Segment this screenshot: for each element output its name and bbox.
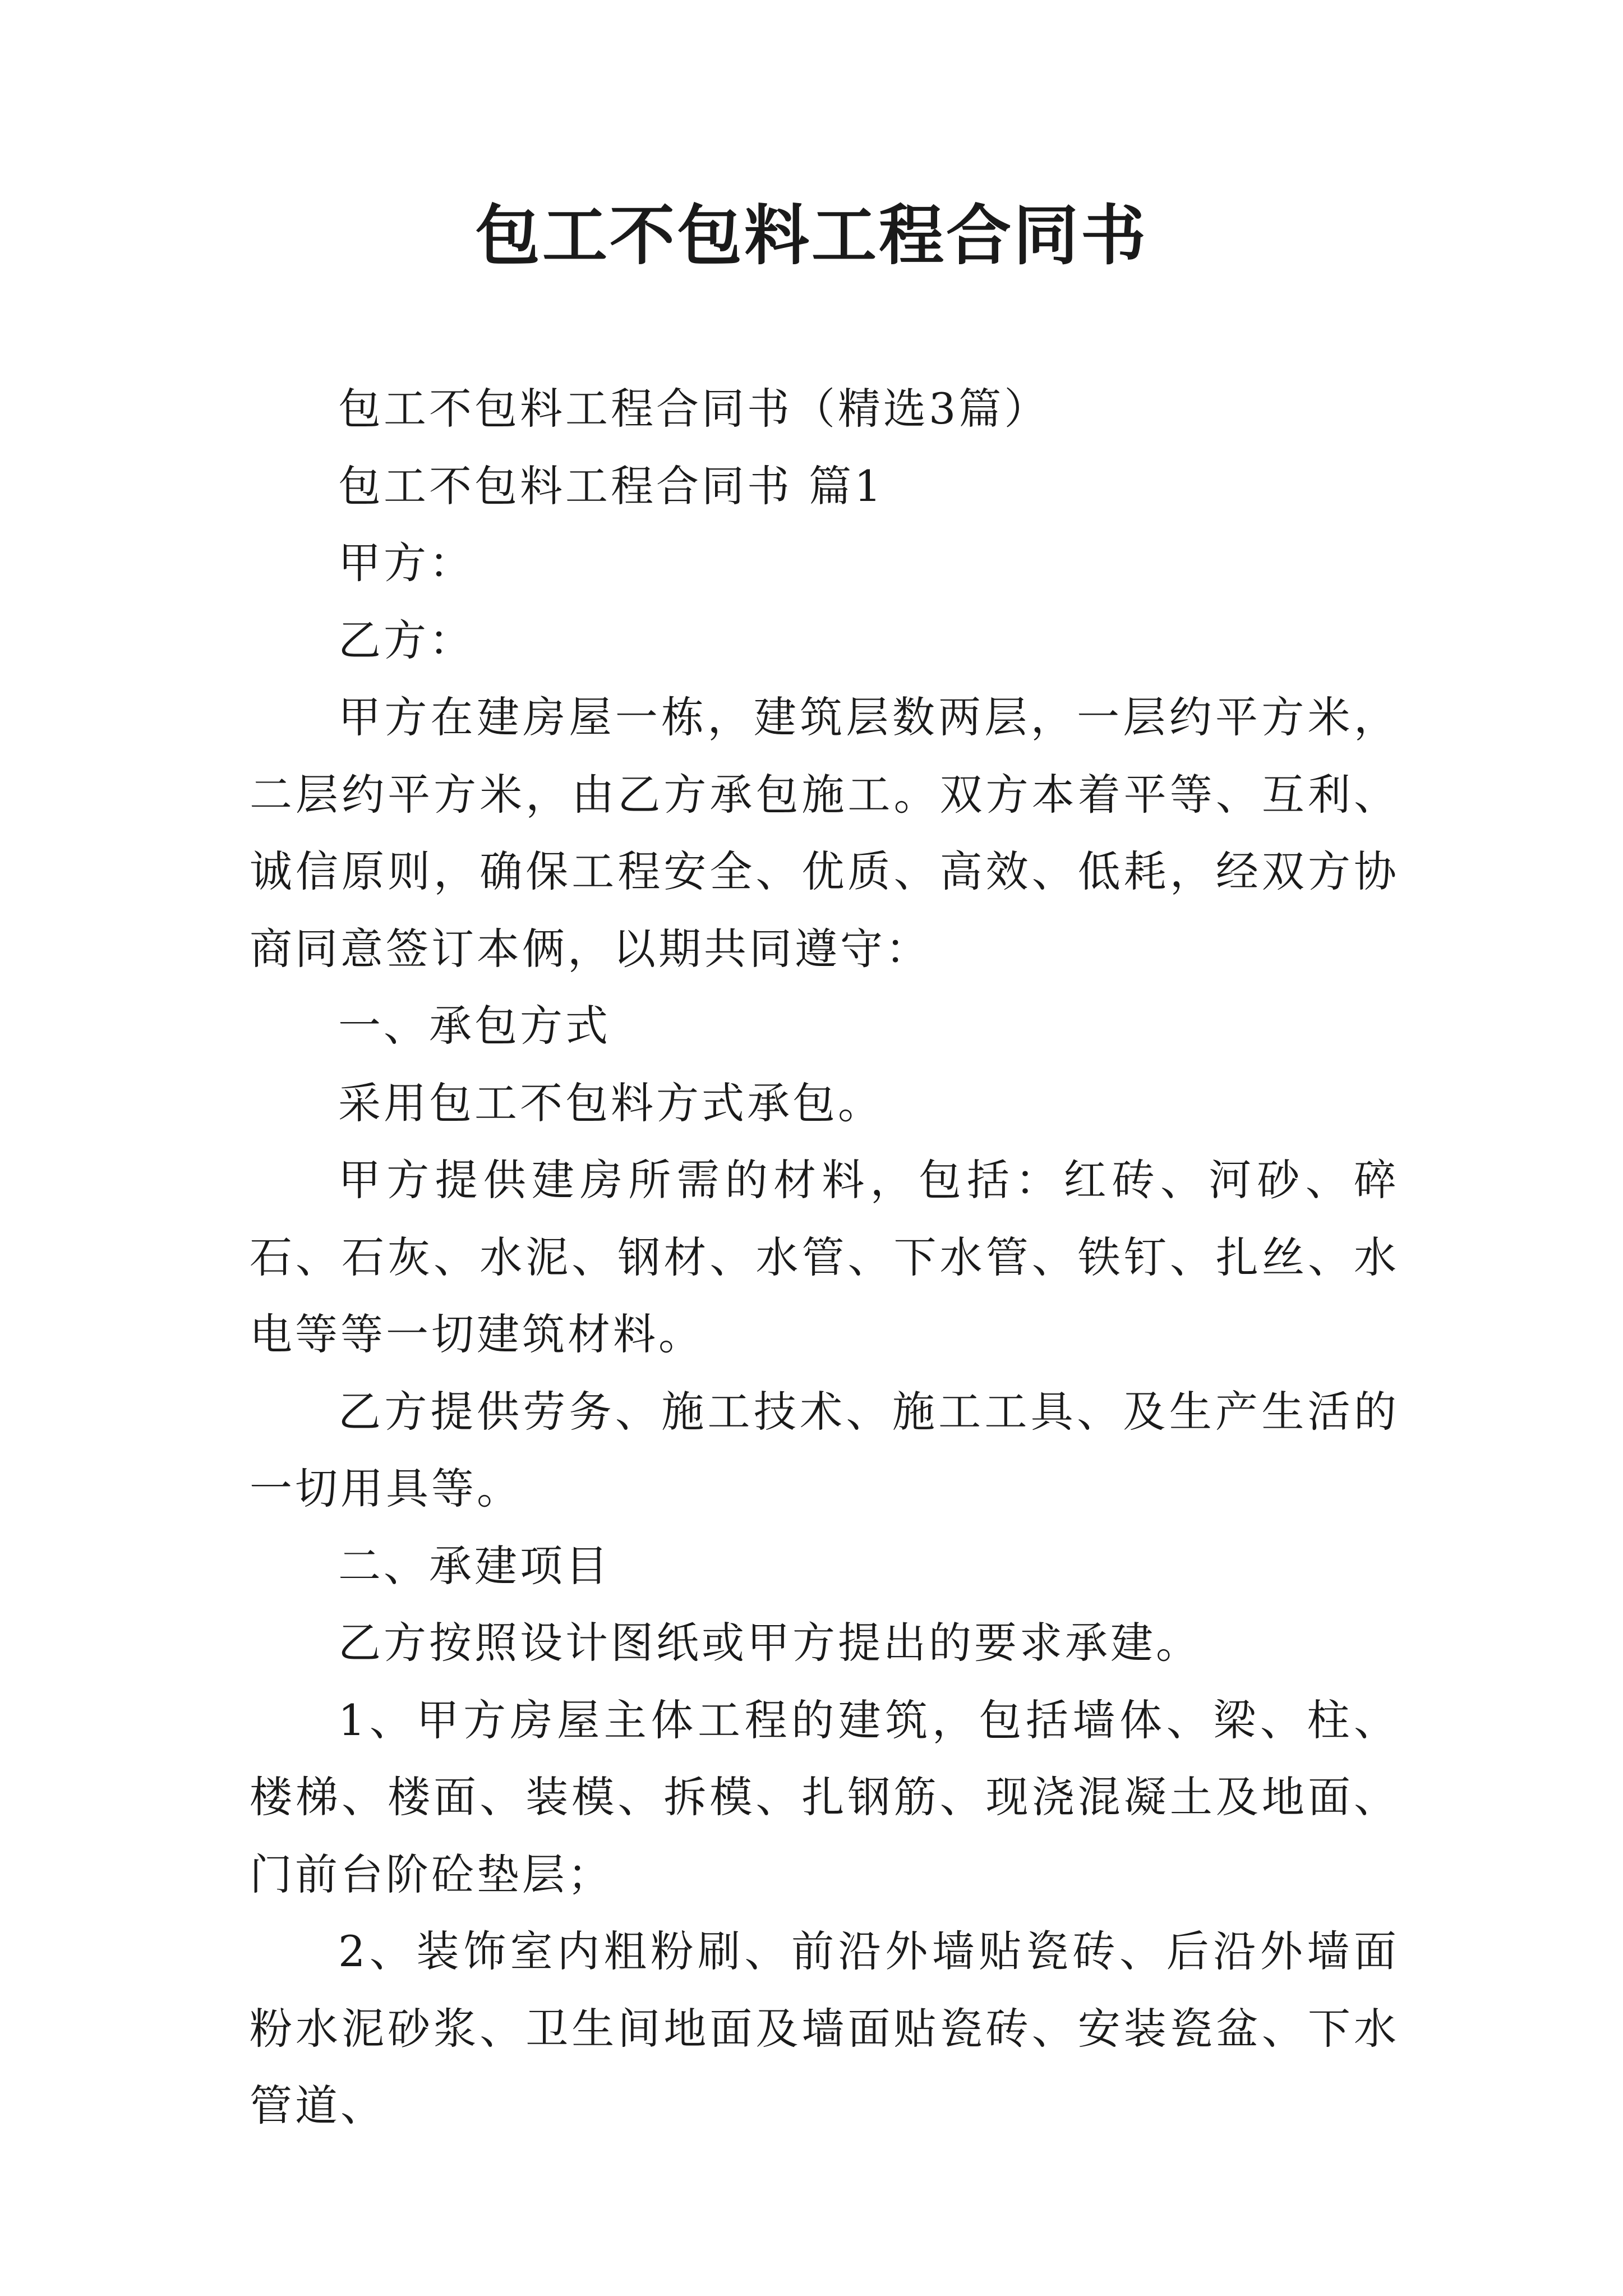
section-heading-construction-items: 二、承建项目	[338, 1540, 611, 1591]
paragraph-intro: 甲方在建房屋一栋，建筑层数两层，一层约平方米，二层约平方米，由乙方承包施工。双方本着平等、互利、诚信原则，确保工程安全、优质、高效、低耗，经双方协商同意签订本俩，以期共同遵守：	[250, 692, 1399, 974]
paragraph-construction-requirement: 乙方按照设计图纸或甲方提出的要求承建。	[338, 1618, 1201, 1668]
paragraph-heading-part1: 包工不包料工程合同书 篇1	[338, 461, 884, 511]
document-title: 包工不包料工程合同书	[475, 197, 1148, 274]
paragraph-party-b-labor: 乙方提供劳务、施工技术、施工工具、及生产生活的一切用具等。	[250, 1386, 1399, 1513]
paragraph-item-1: 1、甲方房屋主体工程的建筑，包括墙体、梁、柱、楼梯、楼面、装模、拆模、扎钢筋、现浇混凝土及地面、门前台阶砼垫层；	[250, 1695, 1399, 1899]
paragraph-heading-collection: 包工不包料工程合同书（精选3篇）	[338, 384, 1050, 434]
document-body	[250, 370, 1399, 2145]
section-heading-contract-method: 一、承包方式	[338, 1001, 611, 1051]
paragraph-party-b: 乙方：	[338, 615, 474, 665]
paragraph-party-a: 甲方：	[338, 538, 474, 588]
paragraph-party-a-materials: 甲方提供建房所需的材料，包括：红砖、河砂、碎石、石灰、水泥、钢材、水管、下水管、铁钉、扎丝、水电等等一切建筑材料。	[250, 1155, 1399, 1359]
paragraph-item-2: 2、装饰室内粗粉刷、前沿外墙贴瓷砖、后沿外墙面粉水泥砂浆、卫生间地面及墙面贴瓷砖、安装瓷盆、下水管道、	[250, 1926, 1399, 2131]
paragraph-contract-method: 采用包工不包料方式承包。	[338, 1078, 883, 1128]
